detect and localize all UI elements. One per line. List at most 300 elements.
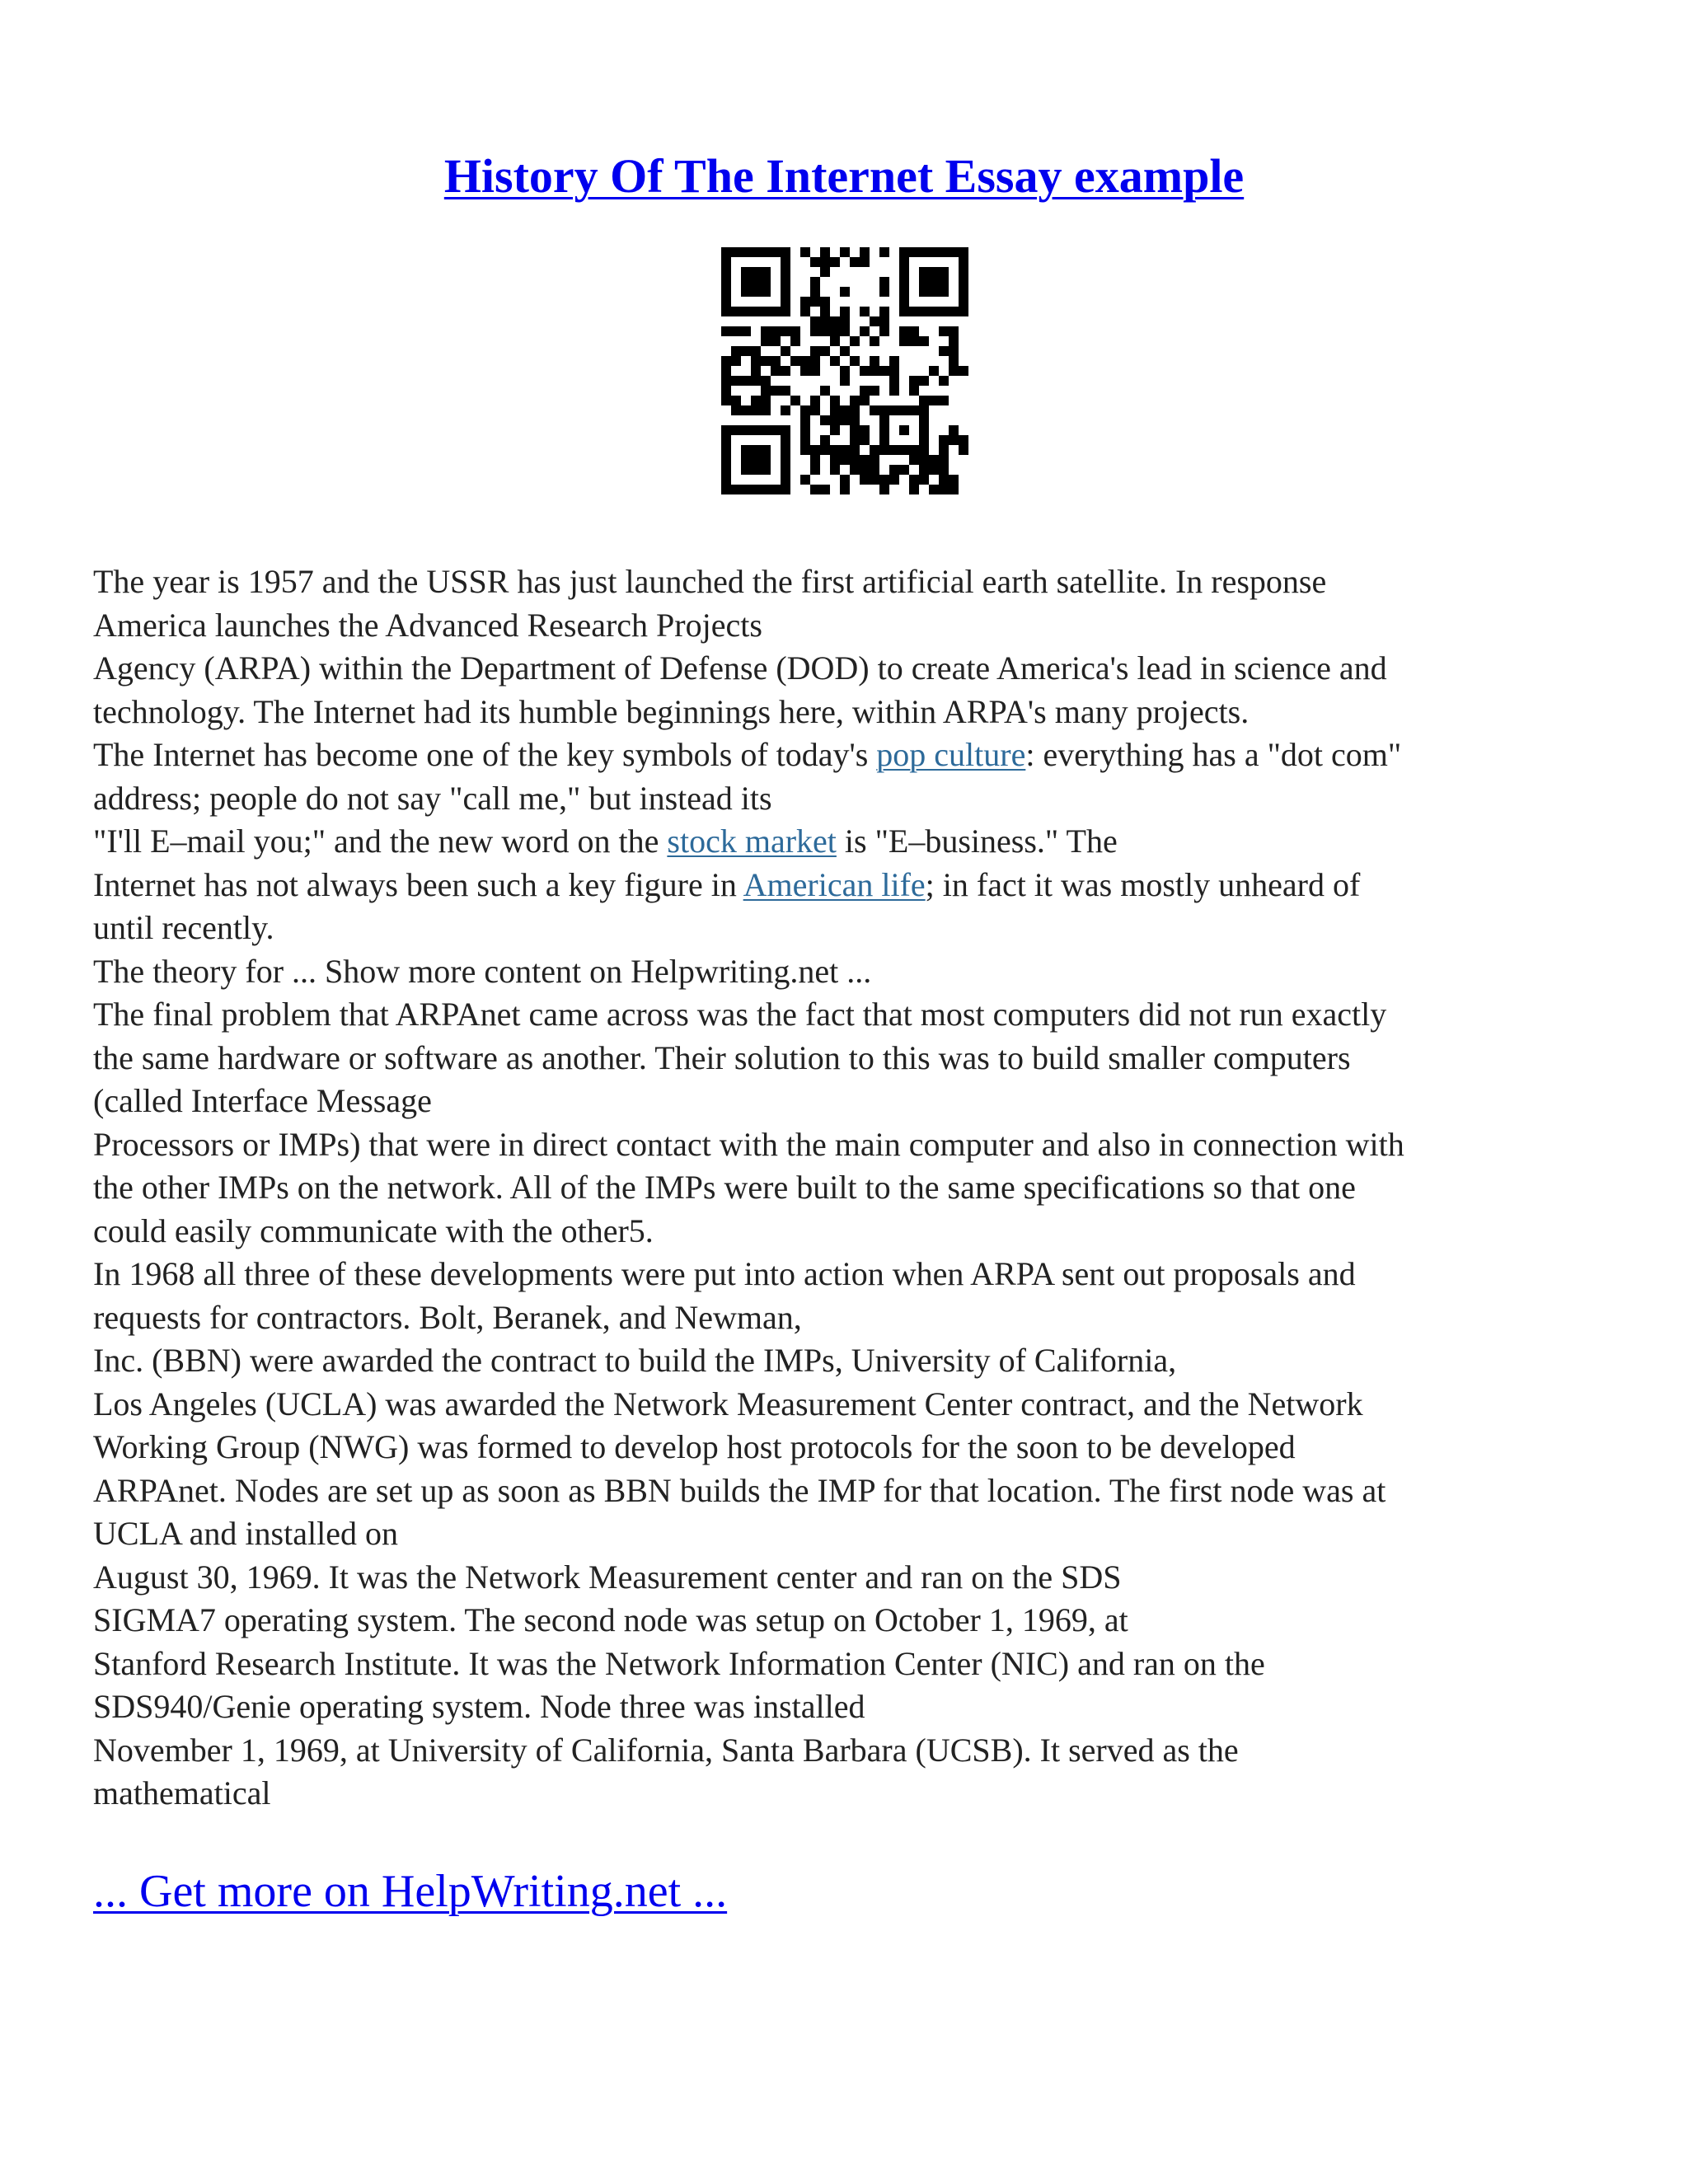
body-text-segment: "I'll E–mail you;" and the new word on the: [93, 823, 668, 860]
qr-module: [781, 307, 790, 316]
qr-module: [860, 326, 870, 336]
qr-module: [721, 475, 731, 485]
qr-module: [751, 356, 761, 366]
qr-module: [919, 277, 929, 287]
body-text-segment: The final problem that ARPAnet came across was the fact that most computers did not run exactly: [93, 996, 1387, 1033]
qr-module: [870, 316, 879, 326]
qr-module: [761, 465, 771, 475]
qr-module: [919, 405, 929, 415]
qr-module: [860, 386, 870, 396]
qr-module: [741, 445, 751, 455]
qr-module: [879, 366, 889, 376]
qr-module: [949, 247, 959, 257]
qr-module: [889, 356, 899, 366]
qr-module: [909, 326, 919, 336]
qr-module: [899, 336, 909, 346]
qr-module: [761, 326, 771, 336]
qr-module: [889, 445, 899, 455]
qr-module: [929, 287, 939, 297]
qr-module: [850, 435, 860, 445]
qr-module: [909, 405, 919, 415]
qr-module: [790, 336, 800, 346]
qr-module: [909, 376, 919, 386]
qr-module: [820, 297, 830, 307]
qr-module: [810, 366, 820, 376]
body-text-segment: could easily communicate with the other5.: [93, 1212, 654, 1249]
qr-module: [939, 485, 949, 494]
qr-module: [741, 346, 751, 356]
qr-module: [781, 485, 790, 494]
qr-module: [959, 277, 968, 287]
qr-module: [820, 307, 830, 316]
qr-module: [830, 336, 840, 346]
qr-module: [879, 316, 889, 326]
qr-module: [741, 405, 751, 415]
qr-module: [909, 475, 919, 485]
qr-module: [771, 485, 781, 494]
qr-module: [820, 445, 830, 455]
qr-module: [820, 485, 830, 494]
body-text-segment: mathematical: [93, 1774, 271, 1811]
qr-module: [810, 316, 820, 326]
qr-module: [741, 277, 751, 287]
qr-module: [761, 386, 771, 396]
qr-module: [919, 336, 929, 346]
qr-module: [929, 396, 939, 405]
qr-module: [939, 287, 949, 297]
qr-module: [781, 326, 790, 336]
qr-module: [771, 366, 781, 376]
qr-module: [830, 316, 840, 326]
qr-module: [800, 247, 810, 257]
qr-module: [959, 366, 968, 376]
qr-module: [741, 267, 751, 277]
qr-module: [959, 267, 968, 277]
qr-module: [919, 415, 929, 425]
qr-module: [810, 346, 820, 356]
qr-module: [751, 346, 761, 356]
qr-module: [751, 445, 761, 455]
qr-module: [761, 356, 771, 366]
body-line: [93, 777, 1601, 821]
qr-module: [840, 376, 850, 386]
qr-module: [810, 405, 820, 415]
qr-module: [870, 405, 879, 415]
body-line: [93, 647, 1601, 691]
qr-module: [830, 425, 840, 435]
qr-module: [870, 356, 879, 366]
qr-module: [761, 485, 771, 494]
qr-module: [939, 396, 949, 405]
body-text-segment: Processors or IMPs) that were in direct contact with the main computer and also in connection with: [93, 1125, 1404, 1163]
body-text-segment: SIGMA7 operating system. The second node was setup on October 1, 1969, at: [93, 1601, 1128, 1638]
qr-module: [820, 247, 830, 257]
body-line: [93, 1599, 1601, 1643]
essay-body: [93, 560, 1601, 1816]
qr-module: [909, 445, 919, 455]
qr-module: [870, 475, 879, 485]
qr-module: [830, 455, 840, 465]
body-line: [93, 604, 1601, 648]
body-text-segment: America launches the Advanced Research Projects: [93, 606, 762, 644]
qr-module: [741, 287, 751, 297]
body-text-segment: the same hardware or software as another. Their solution to this was to build smaller computers: [93, 1038, 1351, 1076]
qr-module: [731, 356, 741, 366]
body-line: [93, 733, 1601, 777]
qr-module: [800, 475, 810, 485]
qr-module: [929, 485, 939, 494]
qr-module: [781, 346, 790, 356]
qr-module: [929, 465, 939, 475]
qr-module: [889, 376, 899, 386]
qr-module: [959, 307, 968, 316]
body-text-segment: In 1968 all three of these developments were put into action when ARPA sent out proposals and: [93, 1255, 1356, 1292]
qr-module: [850, 257, 860, 267]
qr-module: [899, 405, 909, 415]
body-text-segment: address; people do not say "call me," but instead its: [93, 779, 772, 817]
qr-module: [949, 475, 959, 485]
qr-module: [721, 267, 731, 277]
qr-module: [790, 356, 800, 366]
inline-link[interactable]: American life: [743, 865, 926, 903]
qr-module: [781, 297, 790, 307]
qr-module: [909, 336, 919, 346]
qr-module: [879, 307, 889, 316]
body-text-segment: November 1, 1969, at University of California, Santa Barbara (UCSB). It served as the: [93, 1731, 1239, 1769]
qr-module: [899, 307, 909, 316]
qr-module: [771, 425, 781, 435]
qr-module: [721, 455, 731, 465]
qr-module: [929, 307, 939, 316]
body-text-segment: The theory for ... Show more content on Helpwriting.net ...: [93, 952, 872, 990]
body-text-segment: Agency (ARPA) within the Department of Defense (DOD) to create America's lead in science and: [93, 649, 1387, 687]
body-line: [93, 864, 1601, 907]
body-text-segment: (called Interface Message: [93, 1082, 432, 1119]
qr-module: [879, 247, 889, 257]
body-line: [93, 820, 1601, 864]
qr-module: [731, 485, 741, 494]
qr-module: [860, 465, 870, 475]
body-text-segment: The year is 1957 and the USSR has just launched the first artificial earth satellite. In response: [93, 563, 1327, 600]
qr-module: [870, 336, 879, 346]
qr-module: [731, 346, 741, 356]
qr-module: [919, 475, 929, 485]
qr-module: [899, 287, 909, 297]
qr-module: [761, 455, 771, 465]
body-line: [93, 1643, 1601, 1686]
qr-module: [781, 435, 790, 445]
qr-module: [939, 465, 949, 475]
get-more-link[interactable]: ... Get more on HelpWriting.net ...: [93, 1866, 728, 1917]
qr-module: [800, 405, 810, 415]
qr-module: [840, 415, 850, 425]
qr-module: [830, 326, 840, 336]
qr-module: [840, 316, 850, 326]
qr-module: [889, 465, 899, 475]
qr-module: [899, 465, 909, 475]
qr-module: [909, 386, 919, 396]
qr-module: [939, 445, 949, 455]
qr-module: [939, 307, 949, 316]
qr-module: [919, 465, 929, 475]
qr-module: [741, 326, 751, 336]
qr-module: [751, 425, 761, 435]
qr-module: [810, 257, 820, 267]
qr-module: [721, 326, 731, 336]
qr-module: [860, 475, 870, 485]
qr-module: [751, 465, 761, 475]
qr-module: [741, 485, 751, 494]
qr-module: [820, 415, 830, 425]
body-line: [93, 1556, 1601, 1600]
qr-module: [879, 475, 889, 485]
body-line: [93, 1512, 1601, 1556]
qr-module: [731, 326, 741, 336]
qr-module: [721, 435, 731, 445]
qr-module: [721, 376, 731, 386]
qr-module: [761, 277, 771, 287]
qr-module: [949, 425, 959, 435]
qr-module: [751, 376, 761, 386]
qr-module: [860, 396, 870, 405]
qr-module: [919, 396, 929, 405]
qr-module: [771, 247, 781, 257]
qr-module: [830, 415, 840, 425]
qr-module: [899, 445, 909, 455]
qr-module: [850, 425, 860, 435]
qr-module: [939, 247, 949, 257]
qr-module: [781, 267, 790, 277]
qr-module: [771, 336, 781, 346]
body-line: [93, 1383, 1601, 1427]
qr-module: [840, 307, 850, 316]
qr-module: [909, 247, 919, 257]
qr-module: [870, 465, 879, 475]
qr-module: [781, 455, 790, 465]
qr-module: [731, 405, 741, 415]
qr-module: [731, 396, 741, 405]
qr-module: [721, 485, 731, 494]
essay-title: [0, 148, 1688, 205]
qr-module: [731, 247, 741, 257]
qr-code-graphic: [721, 247, 968, 494]
qr-module: [939, 475, 949, 485]
qr-module: [889, 405, 899, 415]
body-line: [93, 1253, 1601, 1296]
qr-module: [949, 336, 959, 346]
qr-module: [761, 307, 771, 316]
qr-module: [800, 415, 810, 425]
qr-module: [721, 247, 731, 257]
inline-link[interactable]: stock market: [667, 823, 837, 860]
qr-module: [840, 287, 850, 297]
qr-module: [850, 336, 860, 346]
body-text-segment: ARPAnet. Nodes are set up as soon as BBN builds the IMP for that location. The first node was at: [93, 1471, 1386, 1509]
qr-module: [810, 326, 820, 336]
body-line: [93, 1772, 1601, 1816]
qr-module: [879, 435, 889, 445]
qr-module: [840, 326, 850, 336]
qr-module: [840, 405, 850, 415]
essay-title-link[interactable]: History Of The Internet Essay example: [443, 148, 1245, 203]
qr-module: [751, 247, 761, 257]
qr-module: [810, 297, 820, 307]
body-text-segment: : everything has a "dot com": [1025, 736, 1402, 773]
qr-module: [919, 267, 929, 277]
qr-module: [959, 435, 968, 445]
qr-module: [771, 386, 781, 396]
qr-module: [929, 455, 939, 465]
qr-module: [919, 435, 929, 445]
body-line: [93, 950, 1601, 994]
qr-module: [850, 455, 860, 465]
qr-module: [800, 297, 810, 307]
qr-module: [830, 465, 840, 475]
qr-module: [899, 267, 909, 277]
qr-module: [771, 307, 781, 316]
qr-module: [919, 445, 929, 455]
qr-module: [820, 257, 830, 267]
qr-module: [721, 297, 731, 307]
body-line: [93, 1037, 1601, 1080]
qr-module: [919, 455, 929, 465]
qr-module: [781, 277, 790, 287]
body-text-segment: Inc. (BBN) were awarded the contract to build the IMPs, University of California,: [93, 1342, 1177, 1379]
qr-module: [840, 485, 850, 494]
qr-module: [939, 346, 949, 356]
body-line: [93, 1729, 1601, 1773]
qr-module: [840, 445, 850, 455]
qr-module: [830, 396, 840, 405]
qr-module: [820, 267, 830, 277]
qr-module: [919, 287, 929, 297]
qr-module: [741, 455, 751, 465]
qr-module: [949, 356, 959, 366]
qr-module: [731, 376, 741, 386]
qr-module: [919, 247, 929, 257]
body-line: [93, 993, 1601, 1037]
qr-module: [830, 257, 840, 267]
qr-module: [810, 455, 820, 465]
qr-module: [860, 307, 870, 316]
qr-module: [810, 277, 820, 287]
qr-module: [860, 257, 870, 267]
qr-module: [879, 287, 889, 297]
qr-module: [899, 425, 909, 435]
body-line: [93, 1685, 1601, 1729]
qr-module: [949, 485, 959, 494]
qr-module: [751, 287, 761, 297]
qr-module: [721, 396, 731, 405]
qr-module: [790, 396, 800, 405]
qr-module: [721, 287, 731, 297]
body-line: [93, 907, 1601, 950]
qr-module: [959, 257, 968, 267]
qr-module: [721, 257, 731, 267]
qr-module: [721, 425, 731, 435]
qr-module: [820, 386, 830, 396]
qr-module: [741, 307, 751, 316]
qr-module: [879, 485, 889, 494]
qr-module: [781, 465, 790, 475]
qr-module: [840, 247, 850, 257]
qr-module: [879, 425, 889, 435]
qr-module: [850, 356, 860, 366]
qr-module: [721, 307, 731, 316]
qr-module: [870, 366, 879, 376]
qr-module: [830, 405, 840, 415]
get-more-link-wrapper: [93, 1864, 727, 1919]
qr-module: [751, 267, 761, 277]
qr-module: [820, 435, 830, 445]
qr-module: [820, 326, 830, 336]
qr-module: [840, 366, 850, 376]
qr-module: [751, 366, 761, 376]
body-line: [93, 1469, 1601, 1513]
qr-module: [751, 396, 761, 405]
qr-module: [939, 267, 949, 277]
qr-module: [800, 307, 810, 316]
qr-module: [820, 346, 830, 356]
qr-module: [929, 366, 939, 376]
body-text-segment: Internet has not always been such a key figure in: [93, 865, 743, 903]
qr-module: [919, 425, 929, 435]
qr-module: [939, 277, 949, 287]
qr-module: [879, 277, 889, 287]
qr-module: [860, 455, 870, 465]
qr-module: [761, 445, 771, 455]
qr-module: [850, 396, 860, 405]
qr-module: [731, 425, 741, 435]
body-text-segment: until recently.: [93, 909, 274, 946]
qr-module: [919, 307, 929, 316]
qr-module: [741, 376, 751, 386]
qr-module: [781, 425, 790, 435]
qr-module: [899, 277, 909, 287]
qr-module: [949, 435, 959, 445]
body-text-segment: Stanford Research Institute. It was the Network Information Center (NIC) and ran on the: [93, 1644, 1265, 1682]
qr-module: [761, 376, 771, 386]
qr-module: [781, 405, 790, 415]
qr-module: [800, 435, 810, 445]
qr-module: [761, 336, 771, 346]
qr-module: [850, 445, 860, 455]
qr-module: [889, 366, 899, 376]
qr-module: [761, 405, 771, 415]
qr-module: [959, 297, 968, 307]
body-text-segment: Working Group (NWG) was formed to develop host protocols for the soon to be developed: [93, 1428, 1296, 1465]
qr-module: [761, 247, 771, 257]
qr-module: [959, 247, 968, 257]
body-line: [93, 691, 1601, 734]
qr-module: [860, 435, 870, 445]
qr-module: [959, 287, 968, 297]
inline-link[interactable]: pop culture: [876, 736, 1026, 773]
qr-module: [721, 366, 731, 376]
qr-module: [860, 366, 870, 376]
qr-module: [800, 445, 810, 455]
qr-module: [929, 247, 939, 257]
qr-module: [751, 307, 761, 316]
qr-module: [790, 326, 800, 336]
qr-module: [771, 356, 781, 366]
qr-module: [870, 386, 879, 396]
qr-module: [761, 287, 771, 297]
qr-module: [761, 267, 771, 277]
qr-module: [840, 455, 850, 465]
body-text-segment: requests for contractors. Bolt, Beranek, and Newman,: [93, 1298, 802, 1336]
qr-module: [959, 445, 968, 455]
